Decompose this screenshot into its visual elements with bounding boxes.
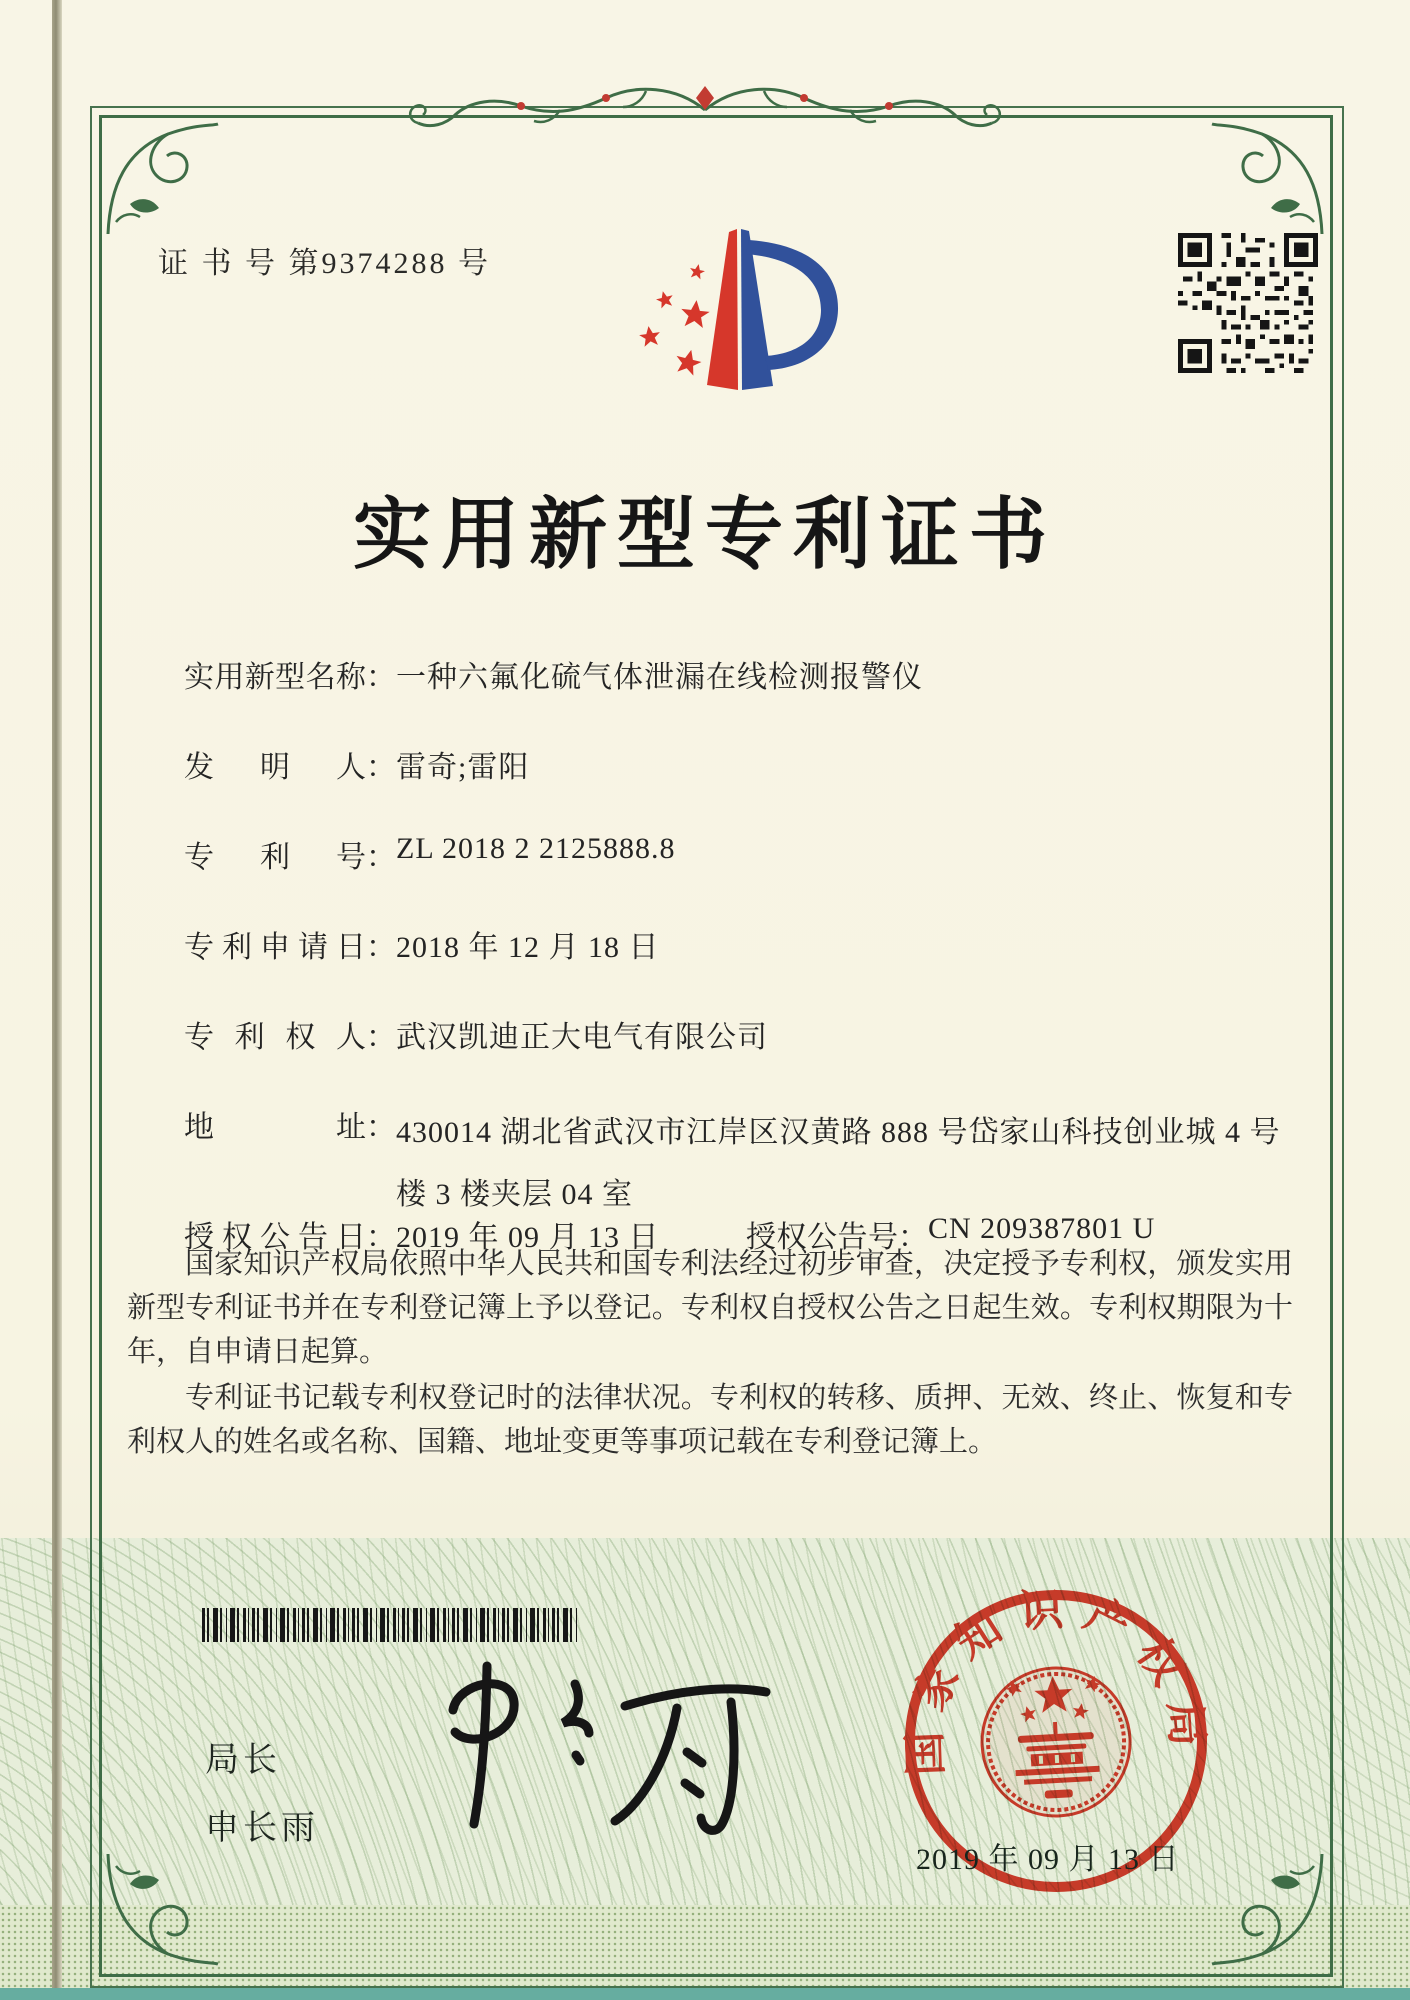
field-value: ZL 2018 2 2125888.8 [396, 832, 676, 865]
field-label: 实 用 新 型 名 称 [184, 661, 366, 694]
field-label: 专 利 权 人 [184, 1021, 366, 1054]
field-row-address [184, 1102, 1308, 1226]
field-colon: ： [366, 751, 396, 784]
field-row-patentee [184, 1012, 768, 1056]
director-name: 申长雨 [205, 1810, 319, 1847]
corner-ornament-bottom-left [102, 1850, 222, 1970]
header-vine-ornament [400, 74, 1010, 144]
field-value: 武汉凯迪正大电气有限公司 [396, 1021, 768, 1054]
legal-paragraph-1: 国家知识产权局依照中华人民共和国专利法经过初步审查，决定授予专利权，颁发实用新型专利证书并在专利登记簿上予以登记。专利权自授权公告之日起生效。专利权期限为十年，自申请日起算。 [127, 1248, 1293, 1368]
field-colon: ： [366, 661, 396, 694]
bottom-edge-strip [0, 1988, 1410, 2000]
field-label: 地 址 [184, 1111, 366, 1144]
legal-text-block [127, 1242, 1293, 1466]
field-value: 2019 年 09 月 13 日 [396, 1221, 660, 1254]
field-row-filing-date [184, 922, 660, 966]
field-value: 雷奇;雷阳 [396, 751, 530, 784]
certificate-number: 证 书 号 第9374288 号 [158, 247, 491, 280]
field-label: 授 权 公 告 号 [746, 1221, 898, 1254]
field-label: 发 明 人 [184, 751, 366, 784]
director-signature-icon [425, 1652, 775, 1847]
corner-ornament-top-left [102, 118, 222, 238]
director-title-label: 局长 [205, 1742, 281, 1779]
field-value: 2018 年 12 月 18 日 [396, 931, 660, 964]
corner-ornament-top-right [1208, 118, 1328, 238]
seal-text: 国家知识产权局 [900, 1584, 1213, 1777]
qr-code-icon [1178, 233, 1318, 373]
field-label: 授 权 公 告 日 [184, 1221, 366, 1254]
seal-date: 2019 年 09 月 13 日 [916, 1843, 1180, 1876]
certificate-title: 实用新型专利证书 [352, 491, 1057, 578]
field-colon: ： [366, 931, 396, 964]
scan-left-edge [52, 0, 62, 1992]
field-colon: ： [366, 1111, 396, 1144]
field-label: 专 利 号 [184, 841, 366, 874]
barcode-icon [202, 1608, 577, 1642]
field-value: 430014 湖北省武汉市江岸区汉黄路 888 号岱家山科技创业城 4 号楼 3 楼夹层 04 室 [396, 1116, 1281, 1211]
field-colon: ： [366, 841, 396, 874]
field-row-patent-no [184, 832, 676, 876]
field-value: CN 209387801 U [928, 1212, 1156, 1245]
field-colon: ： [366, 1221, 396, 1254]
field-row-name [184, 652, 923, 696]
field-label: 专 利 申 请 日 [184, 931, 366, 964]
field-row-inventor [184, 742, 529, 786]
cnipa-logo-icon [625, 218, 855, 408]
corner-ornament-bottom-right [1208, 1850, 1328, 1970]
field-value: 一种六氟化硫气体泄漏在线检测报警仪 [396, 661, 923, 694]
field-colon: ： [366, 1021, 396, 1054]
field-colon: ： [898, 1221, 928, 1254]
legal-paragraph-2: 专利证书记载专利权登记时的法律状况。专利权的转移、质押、无效、终止、恢复和专利权人的姓名或名称、国籍、地址变更等事项记载在专利登记簿上。 [127, 1382, 1293, 1458]
